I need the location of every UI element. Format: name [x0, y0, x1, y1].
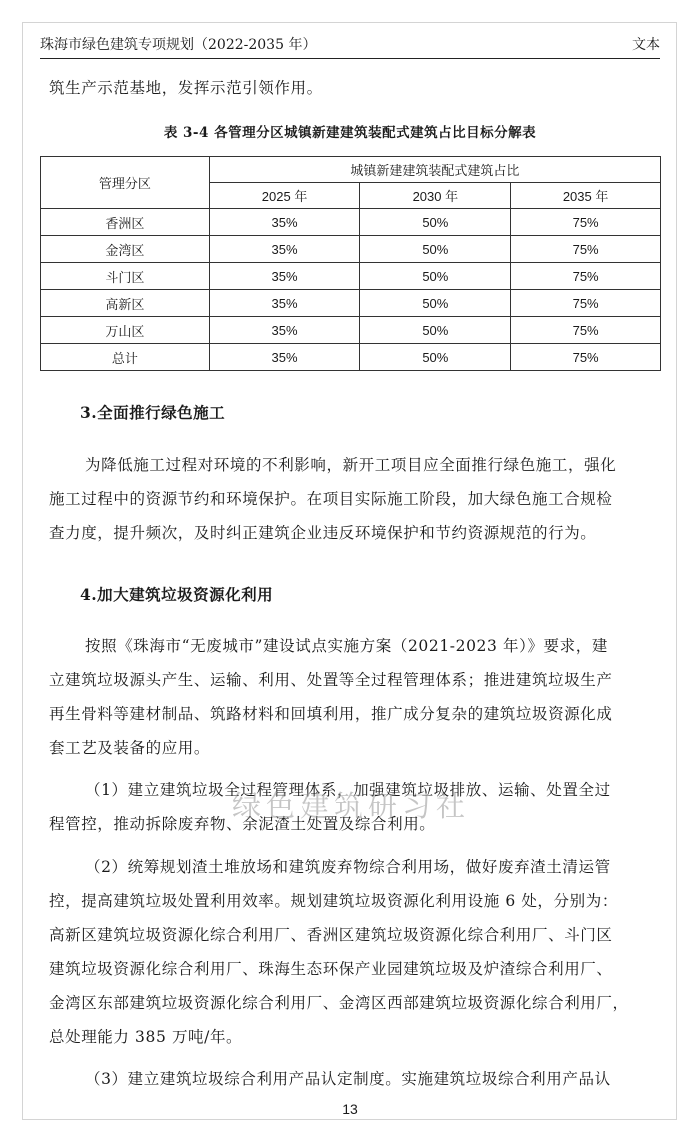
cell-value: 75%: [511, 317, 661, 344]
paragraph-line: 按照《珠海市“无废城市”建设试点实施方案（2021-2023 年）》要求，建: [85, 637, 608, 655]
paragraph-line: 高新区建筑垃圾资源化综合利用厂、香洲区建筑垃圾资源化综合利用厂、斗门区: [49, 926, 613, 944]
paragraph-line: （2）统筹规划渣土堆放场和建筑废弃物综合利用场，做好废弃渣土清运管: [85, 858, 611, 876]
table-row: [41, 317, 661, 344]
cell-value: 75%: [511, 290, 661, 317]
watermark: 绿色建筑研习社: [232, 789, 471, 823]
section-3-heading: 3.全面推行绿色施工: [80, 403, 226, 422]
paragraph-line: 程管控，推动拆除废弃物、余泥渣土处置及综合利用。: [49, 815, 436, 833]
page-number: 13: [342, 1101, 358, 1117]
target-table: [40, 156, 661, 371]
paragraph-line: （3）建立建筑垃圾综合利用产品认定制度。实施建筑垃圾综合利用产品认: [85, 1070, 611, 1088]
cell-value: 50%: [360, 344, 511, 371]
cell-value: 35%: [209, 290, 360, 317]
table-caption: 表 3-4 各管理分区城镇新建建筑装配式建筑占比目标分解表: [163, 125, 537, 141]
paragraph-line: 再生骨料等建材制品、筑路材料和回填利用，推广成分复杂的建筑垃圾资源化成: [49, 705, 613, 723]
cell-value: 35%: [209, 317, 360, 344]
paragraph-line: 控，提高建筑垃圾处置利用效率。规划建筑垃圾资源化利用设施 6 处，分别为：: [49, 892, 618, 910]
table-row: [41, 209, 661, 236]
cell-value: 75%: [511, 263, 661, 290]
body-top-line: 筑生产示范基地，发挥示范引领作用。: [49, 79, 323, 97]
cell-value: 35%: [209, 344, 360, 371]
cell-value: 35%: [209, 236, 360, 263]
header-section: 文本: [632, 37, 660, 53]
table-row: [41, 290, 661, 317]
table-row: [41, 263, 661, 290]
cell-value: 50%: [360, 263, 511, 290]
col-header-year: 2030 年: [360, 183, 511, 209]
cell-value: 50%: [360, 209, 511, 236]
cell-district: 金湾区: [41, 236, 210, 263]
paragraph-line: 施工过程中的资源节约和环境保护。在项目实际施工阶段，加大绿色施工合规检: [49, 490, 613, 508]
cell-district: 高新区: [41, 290, 210, 317]
cell-value: 35%: [209, 209, 360, 236]
col-header-year: 2035 年: [511, 183, 661, 209]
paragraph-line: 建筑垃圾资源化综合利用厂、珠海生态环保产业园建筑垃圾及炉渣综合利用厂、: [49, 960, 613, 978]
cell-district: 总计: [41, 344, 210, 371]
cell-value: 75%: [511, 209, 661, 236]
table-row: [41, 344, 661, 371]
col-header-group: 城镇新建建筑装配式建筑占比: [209, 157, 660, 183]
cell-value: 75%: [511, 236, 661, 263]
paragraph-line: （1）建立建筑垃圾全过程管理体系，加强建筑垃圾排放、运输、处置全过: [85, 781, 611, 799]
paragraph-line: 立建筑垃圾源头产生、运输、利用、处置等全过程管理体系；推进建筑垃圾生产: [49, 671, 613, 689]
cell-district: 香洲区: [41, 209, 210, 236]
col-header-district: 管理分区: [41, 157, 210, 209]
cell-district: 斗门区: [41, 263, 210, 290]
paragraph-line: 金湾区东部建筑垃圾资源化综合利用厂、金湾区西部建筑垃圾资源化综合利用厂，: [49, 994, 629, 1012]
cell-value: 50%: [360, 290, 511, 317]
paragraph-line: 为降低施工过程对环境的不利影响，新开工项目应全面推行绿色施工，强化: [85, 456, 617, 474]
cell-value: 35%: [209, 263, 360, 290]
section-4-heading: 4.加大建筑垃圾资源化利用: [80, 585, 274, 604]
cell-district: 万山区: [41, 317, 210, 344]
page-header: [40, 30, 660, 59]
paragraph-line: 总处理能力 385 万吨/年。: [49, 1028, 243, 1046]
header-title: 珠海市绿色建筑专项规划（2022-2035 年）: [40, 37, 317, 53]
col-header-year: 2025 年: [209, 183, 360, 209]
cell-value: 75%: [511, 344, 661, 371]
cell-value: 50%: [360, 317, 511, 344]
paragraph-line: 查力度，提升频次，及时纠正建筑企业违反环境保护和节约资源规范的行为。: [49, 524, 597, 542]
paragraph-line: 套工艺及装备的应用。: [49, 739, 211, 757]
cell-value: 50%: [360, 236, 511, 263]
table-row: [41, 236, 661, 263]
